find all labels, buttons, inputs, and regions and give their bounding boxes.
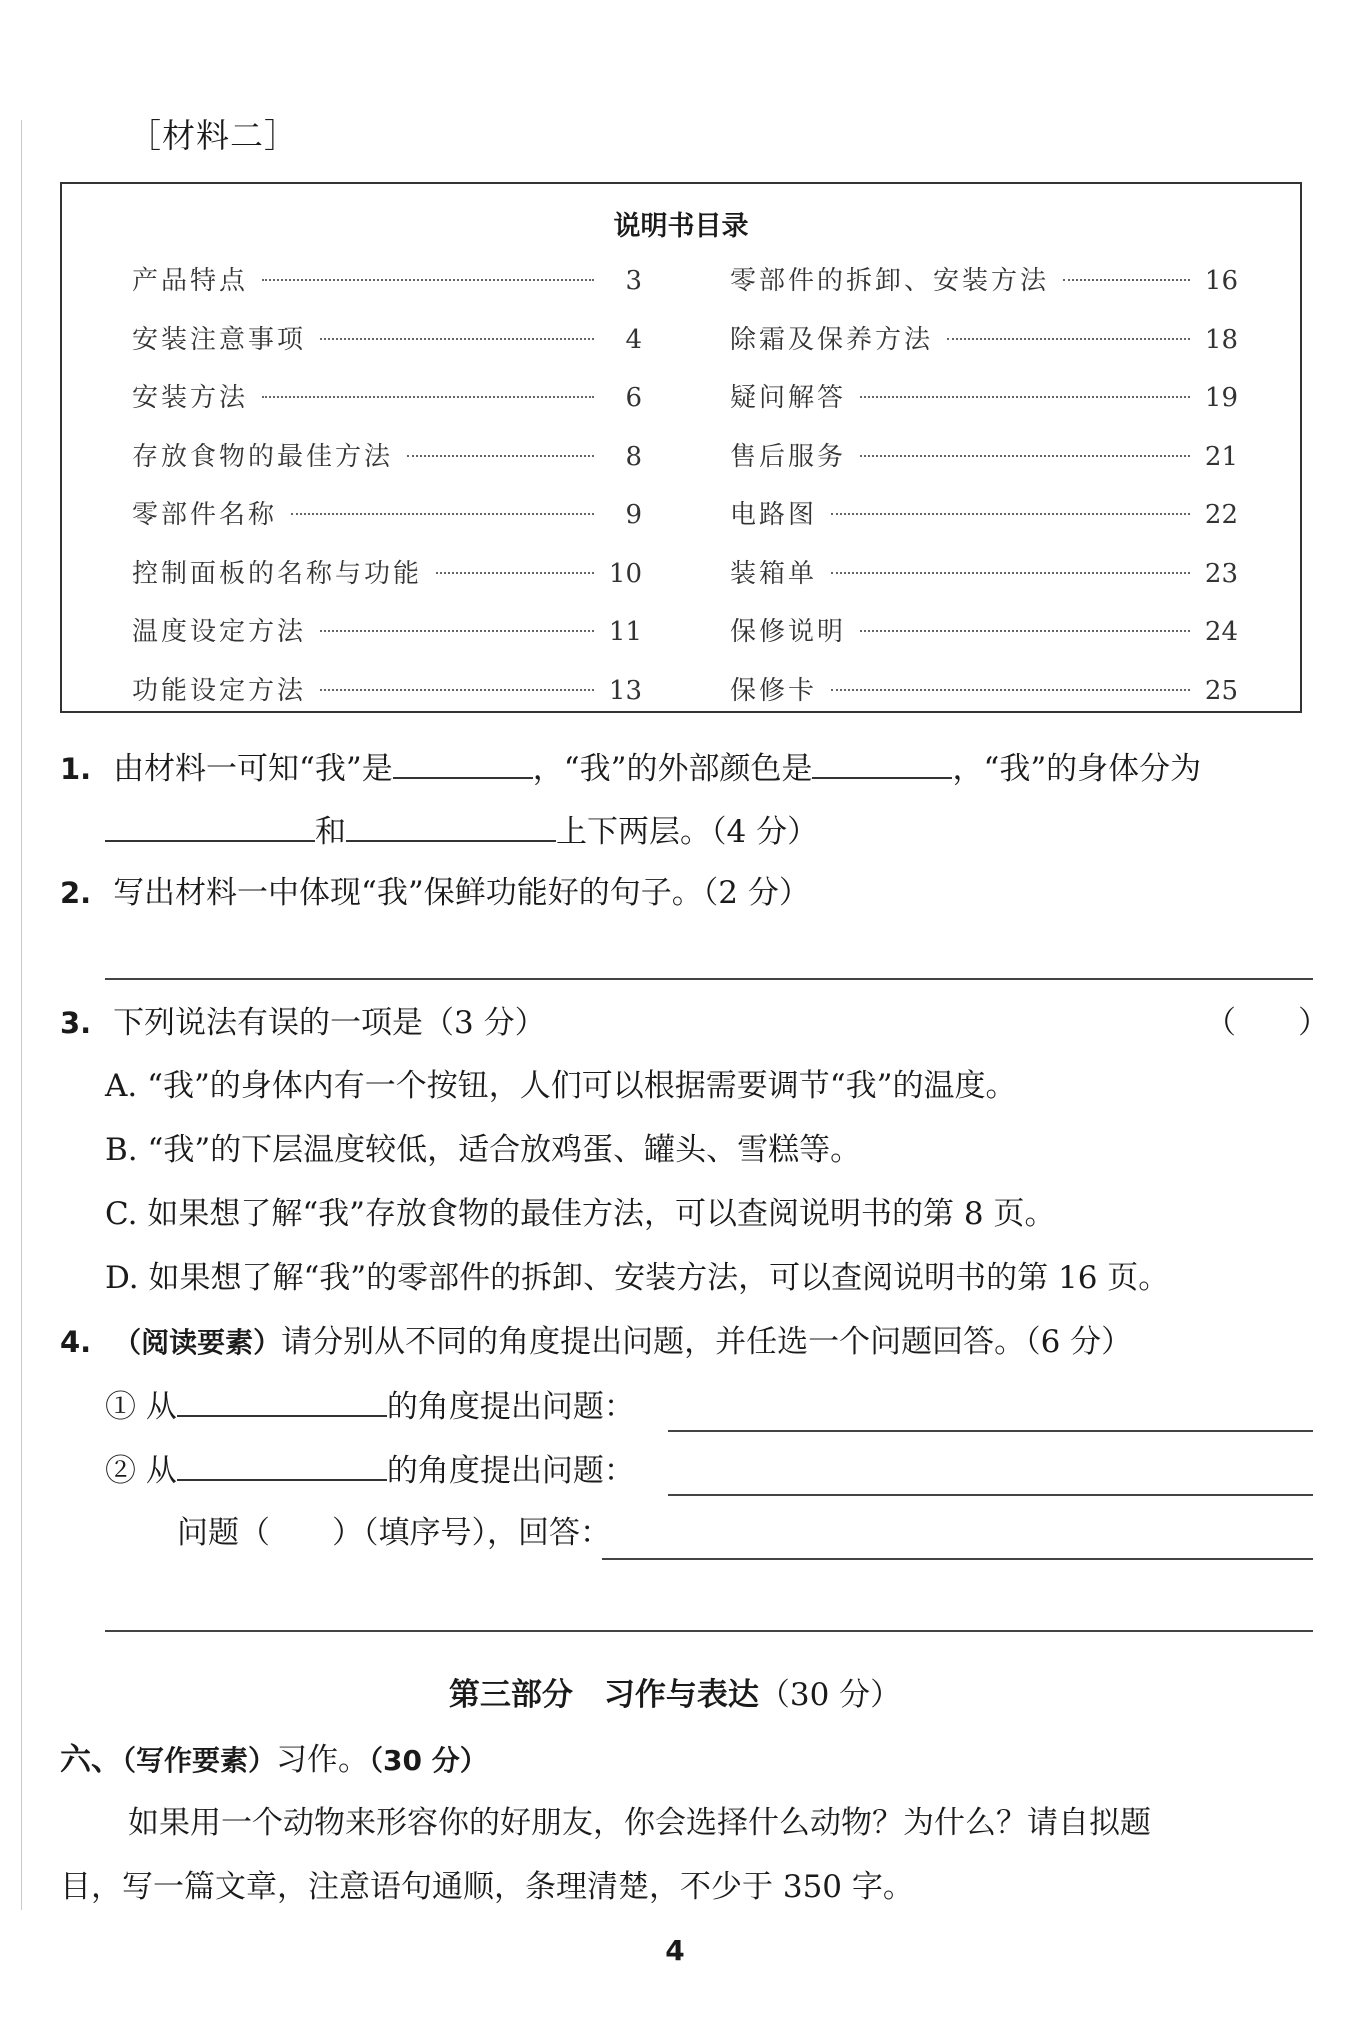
toc-entry-page: 6 [625,383,642,413]
section-score: （30 分） [758,1677,902,1713]
toc-entry-page: 25 [1204,675,1238,706]
toc-entry [132,494,642,534]
toc-entry [132,611,642,651]
item-prefix: ② 从 [105,1453,177,1489]
toc-dot-leader [436,572,594,574]
toc-entry-page: 4 [625,324,642,355]
question-number: 2. [60,876,92,910]
toc-entry [132,670,642,710]
toc-entry-page: 19 [1204,383,1238,413]
question-3 [60,1003,546,1043]
answer-bracket[interactable]: （ ） [1205,1005,1329,1041]
toc-entry-page: 3 [625,266,642,296]
toc-dot-leader [320,689,594,691]
toc-entry-page: 18 [1204,324,1238,355]
question-1 [60,747,1201,789]
toc-entry-title: 安装注意事项 [132,324,307,355]
question-text: 写出材料一中体现“我”保鲜功能好的句子。（2 分） [113,875,810,911]
answer-line[interactable] [668,1430,1313,1432]
option-b: B. “我”的下层温度较低，适合放鸡蛋、罐头、雪糕等。 [105,1132,862,1168]
toc-entry-page: 9 [625,500,642,530]
question-4-answer: 问题（ ）（填序号），回答： [177,1515,611,1551]
question-tag: （写作要素） [122,1744,277,1777]
toc-dot-leader [320,338,594,340]
item-prefix: ① 从 [105,1389,177,1425]
toc-entry [132,260,642,300]
question-4-item-2 [105,1449,635,1491]
answer-blank[interactable] [105,810,315,842]
toc-entry [132,377,642,417]
question-6 [60,1740,488,1781]
answer-line[interactable] [602,1558,1313,1560]
toc-entry-page: 21 [1204,441,1238,472]
toc-entry-page: 11 [608,617,642,647]
question-number: 4. [60,1325,92,1359]
question-number: 六、 [60,1742,122,1778]
toc-dot-leader [860,455,1190,457]
question-6-body-line-1: 如果用一个动物来形容你的好朋友，你会选择什么动物？为什么？请自拟题 [128,1805,1151,1841]
question-text: 和 [315,814,346,850]
question-text: 上下两层。（4 分） [556,814,819,850]
toc-entry-title: 售后服务 [730,441,847,472]
answer-blank[interactable] [346,810,556,842]
question-text: 下列说法有误的一项是（3 分） [113,1005,546,1041]
option-a: A. “我”的身体内有一个按钮，人们可以根据需要调节“我”的温度。 [105,1068,1017,1104]
option-c: C. 如果想了解“我”存放食物的最佳方法，可以查阅说明书的第 8 页。 [105,1196,1056,1232]
question-text: ，“我”的外部颜色是 [532,751,813,787]
toc-entry [730,670,1238,710]
question-text: 请分别从不同的角度提出问题，并任选一个问题回答。（6 分） [281,1324,1133,1360]
toc-entry-title: 疑问解答 [730,383,847,413]
toc-entry-page: 10 [608,558,642,589]
question-tag: （阅读要素） [113,1326,282,1359]
toc-entry-title: 功能设定方法 [132,675,307,706]
toc-entry-page: 22 [1204,500,1238,530]
toc-entry-title: 温度设定方法 [132,617,307,647]
option-d: D. 如果想了解“我”的零部件的拆卸、安装方法，可以查阅说明书的第 16 页。 [105,1260,1170,1296]
toc-dot-leader [947,338,1190,340]
toc-dot-leader [860,396,1190,398]
toc-dot-leader [407,455,594,457]
toc-dot-leader [291,513,594,515]
toc-dot-leader [262,279,594,281]
question-number: 3. [60,1006,92,1040]
toc-title: 说明书目录 [613,211,749,242]
section-title-text: 第三部分 习作与表达 [448,1677,759,1713]
toc-dot-leader [831,572,1190,574]
toc-entry [730,319,1238,359]
toc-dot-leader [1063,279,1190,281]
toc-dot-leader [262,396,594,398]
section-title [0,1675,1350,1715]
toc-entry-page: 13 [608,675,642,706]
toc-entry-page: 8 [625,441,642,472]
answer-blank[interactable] [812,747,952,779]
toc-entry [730,494,1238,534]
answer-blank[interactable] [177,1449,387,1481]
toc-entry [730,260,1238,300]
item-text: 的角度提出问题： [386,1453,635,1489]
toc-entry [730,553,1238,593]
toc-entry-title: 安装方法 [132,383,249,413]
answer-blank[interactable] [177,1385,387,1417]
toc-dot-leader [320,630,594,632]
answer-line[interactable] [105,1630,1313,1632]
toc-dot-leader [831,689,1190,691]
material-label: ［材料二］ [128,116,298,155]
toc-entry-title: 存放食物的最佳方法 [132,441,394,472]
item-text: 的角度提出问题： [386,1389,635,1425]
toc-entry [730,377,1238,417]
question-4 [60,1322,1132,1363]
toc-entry [730,436,1238,476]
toc-entry [730,611,1238,651]
answer-line[interactable] [668,1494,1313,1496]
toc-entry [132,319,642,359]
question-4-item-1 [105,1385,635,1427]
toc-entry-title: 保修卡 [730,675,818,706]
question-number: 1. [60,752,92,786]
toc-entry-title: 产品特点 [132,266,249,296]
question-score: （30 分） [369,1744,488,1777]
toc-entry-title: 保修说明 [730,617,847,647]
toc-entry-title: 零部件名称 [132,500,278,530]
answer-blank[interactable] [393,747,533,779]
toc-entry-page: 24 [1204,617,1238,647]
toc-dot-leader [860,630,1190,632]
toc-entry-title: 电路图 [730,500,818,530]
toc-entry-title: 装箱单 [730,558,818,589]
question-2 [60,873,810,913]
toc-entry [132,553,642,593]
question-1-continued [105,810,818,852]
toc-entry-title: 控制面板的名称与功能 [132,558,423,589]
toc-entry-title: 除霜及保养方法 [730,324,934,355]
question-text: ，“我”的身体分为 [952,751,1202,787]
toc-entry-page: 23 [1204,558,1238,589]
binding-margin-line [21,120,22,1910]
toc-entry-page: 16 [1204,266,1238,296]
answer-line[interactable] [105,978,1313,980]
toc-entry [132,436,642,476]
question-text: 习作。 [276,1742,370,1778]
toc-dot-leader [831,513,1190,515]
page-number: 4 [665,1934,685,1967]
toc-box [60,182,1302,713]
question-6-body-line-2: 目，写一篇文章，注意语句通顺，条理清楚，不少于 350 字。 [60,1869,914,1905]
question-text: 由材料一可知“我”是 [113,751,393,787]
toc-entry-title: 零部件的拆卸、安装方法 [730,266,1050,296]
